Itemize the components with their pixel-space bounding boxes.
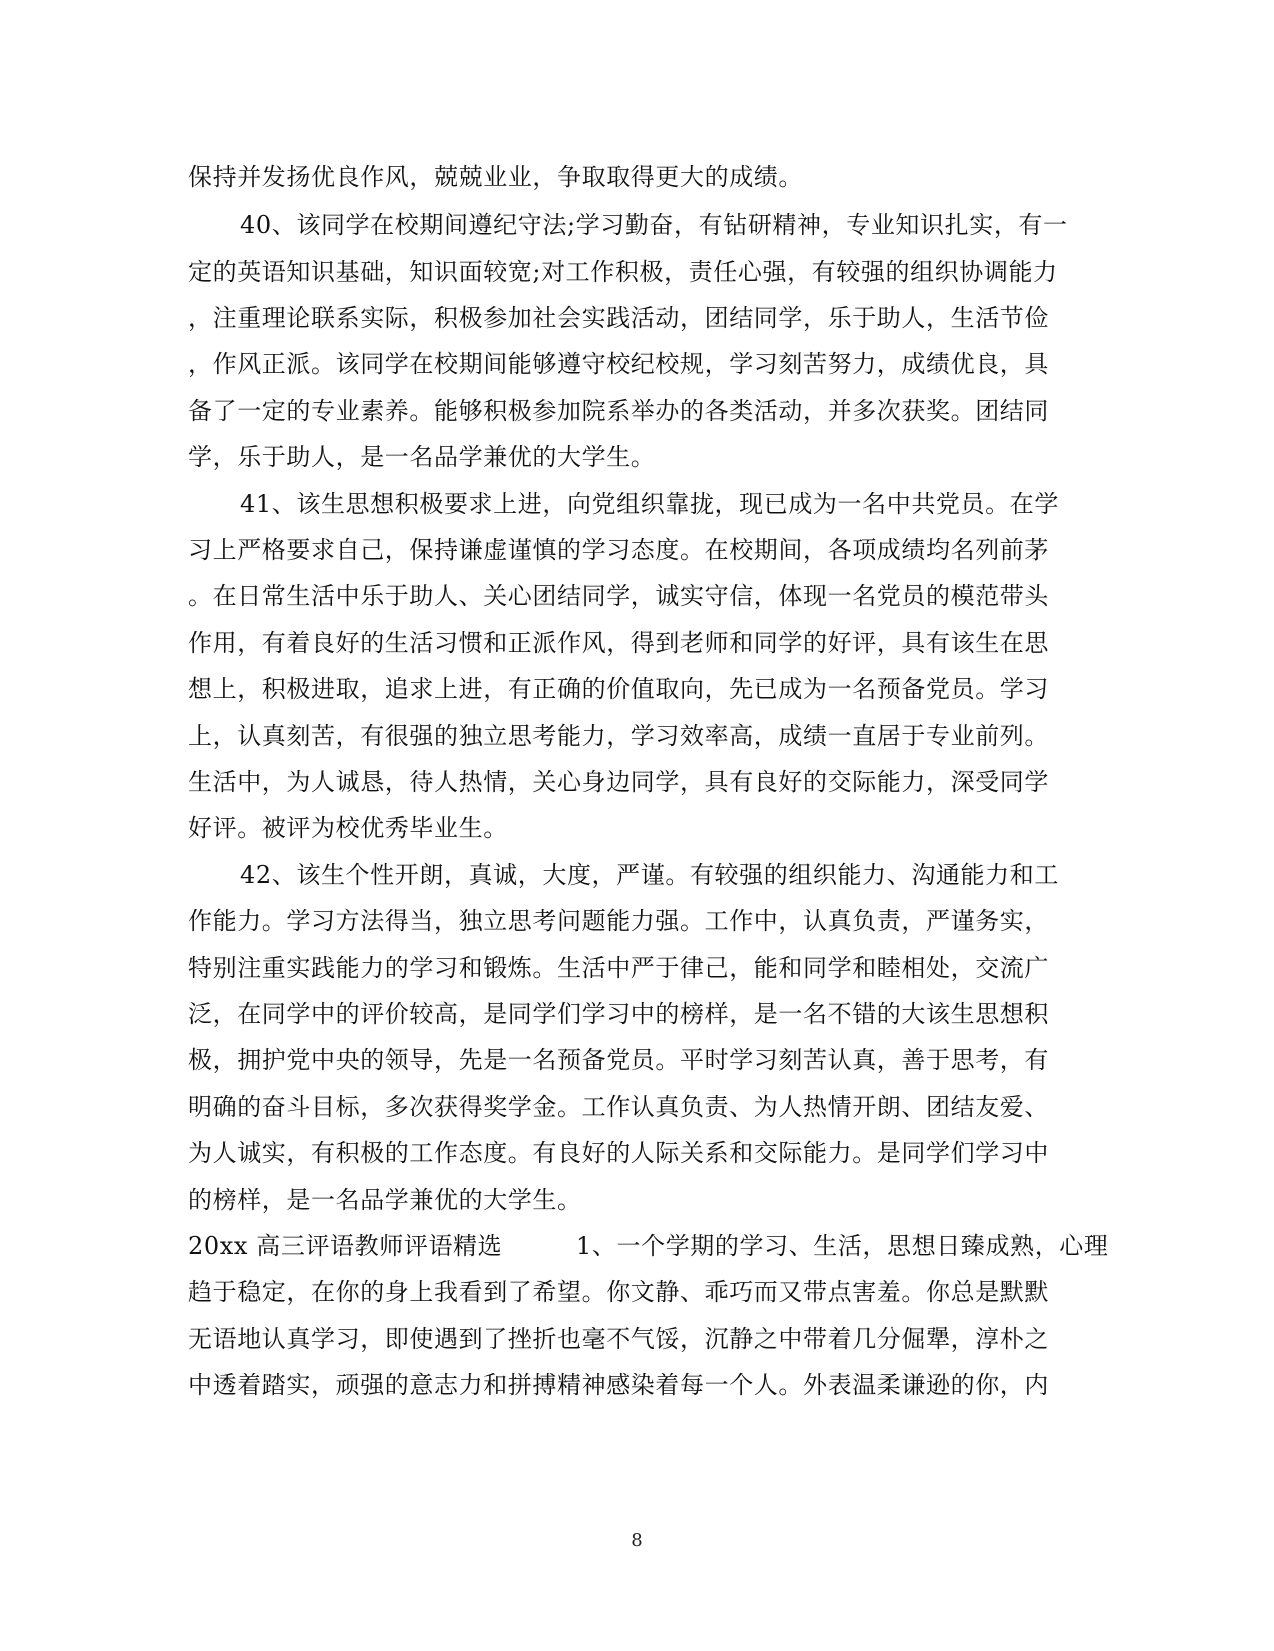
section-heading-line: 20xx 高三评语教师评语精选 1、一个学期的学习、生活，思想日臻成熟，心理 [188,1232,1109,1260]
text-line: 习上严格要求自己，保持谦虚谨慎的学习态度。在校期间，各项成绩均名列前茅 [188,536,1049,564]
text-line: 极，拥护党中央的领导，先是一名预备党员。平时学习刻苦认真，善于思考，有 [188,1046,1049,1074]
text-line: 作能力。学习方法得当，独立思考问题能力强。工作中，认真负责，严谨务实， [188,907,1049,935]
text-line: 趋于稳定，在你的身上我看到了希望。你文静、乖巧而又带点害羞。你总是默默 [188,1278,1049,1306]
text-line: 学，乐于助人，是一名品学兼优的大学生。 [188,443,656,471]
text-line: 的榜样，是一名品学兼优的大学生。 [188,1186,582,1214]
text-line: 保持并发扬优良作风，兢兢业业，争取取得更大的成绩。 [188,163,803,191]
paragraph-40-start: 40、该同学在校期间遵纪守法;学习勤奋，有钻研精神，专业知识扎实，有一 [240,211,1068,239]
text-line: 中透着踏实，顽强的意志力和拼搏精神感染着每一个人。外表温柔谦逊的你，内 [188,1371,1049,1399]
text-line: ，注重理论联系实际，积极参加社会实践活动，团结同学，乐于助人，生活节俭 [188,304,1049,332]
text-line: ，作风正派。该同学在校期间能够遵守校纪校规，学习刻苦努力，成绩优良，具 [188,350,1049,378]
text-line: 无语地认真学习，即使遇到了挫折也毫不气馁，沉静之中带着几分倔犟，淳朴之 [188,1325,1049,1353]
text-line: 上，认真刻苦，有很强的独立思考能力，学习效率高，成绩一直居于专业前列。 [188,722,1049,750]
text-line: 定的英语知识基础，知识面较宽;对工作积极，责任心强，有较强的组织协调能力 [188,258,1058,286]
text-line: 。在日常生活中乐于助人、关心团结同学，诚实守信，体现一名党员的模范带头 [188,582,1049,610]
paragraph-41-start: 41、该生思想积极要求上进，向党组织靠拢，现已成为一名中共党员。在学 [240,490,1059,518]
text-line: 为人诚实，有积极的工作态度。有良好的人际关系和交际能力。是同学们学习中 [188,1139,1049,1167]
text-line: 作用，有着良好的生活习惯和正派作风，得到老师和同学的好评，具有该生在思 [188,629,1049,657]
text-line: 想上，积极进取，追求上进，有正确的价值取向，先已成为一名预备党员。学习 [188,675,1049,703]
page-number: 8 [631,1530,643,1551]
text-line: 生活中，为人诚恳，待人热情，关心身边同学，具有良好的交际能力，深受同学 [188,768,1049,796]
text-line: 备了一定的专业素养。能够积极参加院系举办的各类活动，并多次获奖。团结同 [188,397,1049,425]
text-line: 好评。被评为校优秀毕业生。 [188,814,508,842]
text-line: 明确的奋斗目标，多次获得奖学金。工作认真负责、为人热情开朗、团结友爱、 [188,1093,1049,1121]
paragraph-42-start: 42、该生个性开朗，真诚，大度，严谨。有较强的组织能力、沟通能力和工 [240,861,1059,889]
text-line: 特别注重实践能力的学习和锻炼。生活中严于律己，能和同学和睦相处，交流广 [188,954,1049,982]
text-line: 泛，在同学中的评价较高，是同学们学习中的榜样，是一名不错的大该生思想积 [188,1000,1049,1028]
